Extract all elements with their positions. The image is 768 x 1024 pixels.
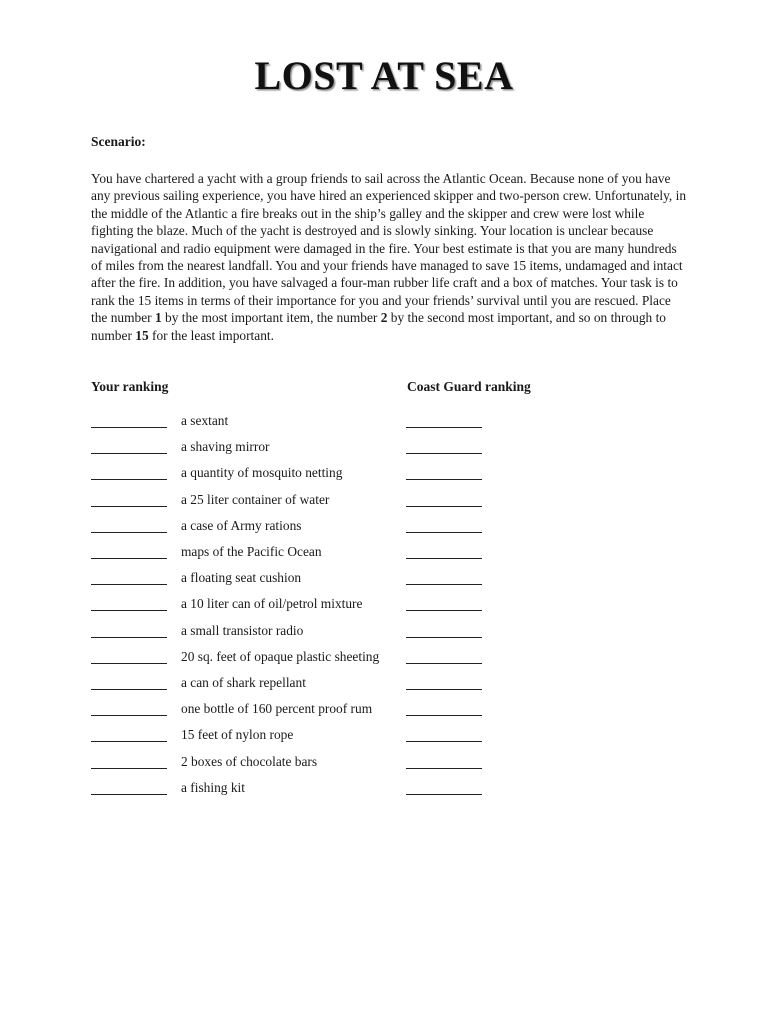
list-item (0, 567, 768, 589)
item-label: a fishing kit (181, 779, 245, 795)
item-label: a small transistor radio (181, 622, 304, 638)
page-title: LOST AT SEA (254, 53, 514, 98)
your-ranking-blank[interactable] (91, 637, 167, 638)
rank-number-last: 15 (135, 327, 149, 343)
coast-guard-ranking-blank[interactable] (406, 427, 482, 428)
scenario-text: for the least important. (148, 327, 274, 343)
list-item (0, 751, 768, 773)
your-ranking-blank[interactable] (91, 532, 167, 533)
list-item (0, 541, 768, 563)
coast-guard-ranking-blank[interactable] (406, 794, 482, 795)
coast-guard-ranking-blank[interactable] (406, 689, 482, 690)
list-item (0, 462, 768, 484)
list-item (0, 777, 768, 799)
coast-guard-ranking-blank[interactable] (406, 741, 482, 742)
coast-guard-ranking-blank[interactable] (406, 558, 482, 559)
coast-guard-ranking-blank[interactable] (406, 610, 482, 611)
your-ranking-blank[interactable] (91, 794, 167, 795)
scenario-heading: Scenario: (91, 134, 146, 149)
item-label: maps of the Pacific Ocean (181, 544, 322, 559)
item-label: a 25 liter container of water (181, 491, 330, 507)
scenario-text: by the most important item, the number (161, 310, 381, 326)
coast-guard-ranking-blank[interactable] (406, 479, 482, 480)
coast-guard-ranking-blank[interactable] (406, 715, 482, 716)
your-ranking-heading: Your ranking (91, 379, 169, 394)
list-item (0, 724, 768, 746)
rank-number-first: 1 (154, 310, 162, 326)
your-ranking-blank[interactable] (91, 479, 167, 480)
list-item (0, 672, 768, 694)
list-item (0, 646, 768, 668)
rank-number-second: 2 (380, 310, 388, 326)
scenario-paragraph (91, 170, 687, 344)
your-ranking-blank[interactable] (91, 610, 167, 611)
coast-guard-ranking-blank[interactable] (406, 584, 482, 585)
item-label: one bottle of 160 percent proof rum (181, 701, 373, 717)
list-item (0, 593, 768, 615)
your-ranking-blank[interactable] (91, 584, 167, 585)
item-label: a floating seat cushion (181, 570, 302, 586)
item-label: a 10 liter can of oil/petrol mixture (181, 596, 363, 612)
coast-guard-ranking-heading: Coast Guard ranking (407, 379, 531, 394)
item-label: a shaving mirror (181, 439, 270, 455)
list-item (0, 489, 768, 511)
coast-guard-ranking-blank[interactable] (406, 453, 482, 454)
your-ranking-blank[interactable] (91, 506, 167, 507)
item-label: 2 boxes of chocolate bars (181, 753, 318, 769)
your-ranking-blank[interactable] (91, 715, 167, 716)
list-item (0, 620, 768, 642)
your-ranking-blank[interactable] (91, 453, 167, 454)
scenario-text: You have chartered a yacht with a group friends to sail across the Atlantic Ocean. Because none of you have any previous sailing experience, you have hired an experienced skipper and two-person crew. Unfortunately, in the middle of the Atlantic a fire breaks out in the ship’s galley and the skipper and crew were lost while fighting the blaze. Much of the yacht is destroyed and is slowly sinking. Your location is unclear because navigational and radio equipment were damaged in the fire. Your best estimate is that you are many hundreds of miles from the nearest landfall. You and your friends have managed to save 15 items, undamaged and intact after the fire. In addition, you have salvaged a four-man rubber life craft and a box of matches. Your task is to rank the 15 items in terms of their importance for you and your friends’ survival until you are rescued. Place the number (91, 171, 687, 326)
item-label: 20 sq. feet of opaque plastic sheeting (181, 648, 380, 664)
your-ranking-blank[interactable] (91, 663, 167, 664)
item-label: a can of shark repellant (181, 675, 306, 690)
your-ranking-blank[interactable] (91, 558, 167, 559)
list-item (0, 436, 768, 458)
your-ranking-blank[interactable] (91, 768, 167, 769)
coast-guard-ranking-blank[interactable] (406, 637, 482, 638)
list-item (0, 410, 768, 432)
coast-guard-ranking-blank[interactable] (406, 768, 482, 769)
your-ranking-blank[interactable] (91, 689, 167, 690)
list-item (0, 515, 768, 537)
item-label: a sextant (181, 413, 229, 428)
coast-guard-ranking-blank[interactable] (406, 663, 482, 664)
item-label: a quantity of mosquito netting (181, 465, 343, 481)
list-item (0, 698, 768, 720)
coast-guard-ranking-blank[interactable] (406, 506, 482, 507)
your-ranking-blank[interactable] (91, 741, 167, 742)
item-label: a case of Army rations (181, 517, 302, 533)
scenario-text: by the second most important, and so on through to number (91, 310, 667, 343)
your-ranking-blank[interactable] (91, 427, 167, 428)
item-label: 15 feet of nylon rope (181, 727, 294, 743)
coast-guard-ranking-blank[interactable] (406, 532, 482, 533)
